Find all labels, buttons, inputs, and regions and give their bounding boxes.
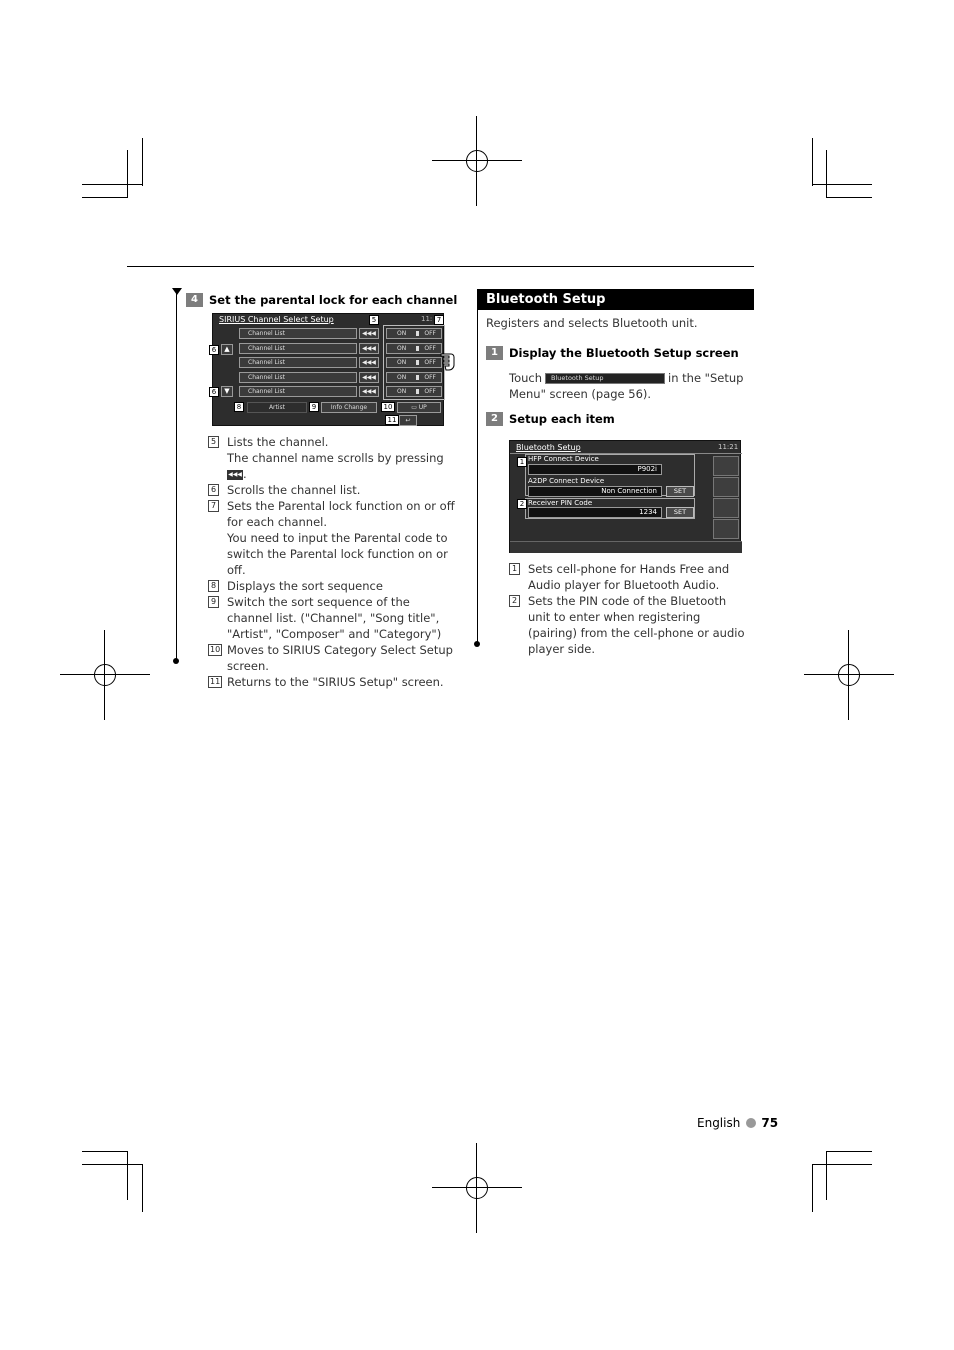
- item-number: 11: [210, 677, 221, 686]
- bluetooth-setup-screen: [509, 440, 741, 553]
- list-item: [509, 593, 749, 657]
- return-icon: ↩: [405, 417, 411, 424]
- item-number: 1: [509, 563, 520, 575]
- item-text: Returns to the "SIRIUS Setup" screen.: [227, 675, 444, 689]
- hfp-label: HFP Connect Device: [528, 455, 599, 463]
- item-text: Lists the channel.: [227, 435, 329, 449]
- right-item-list: [509, 561, 749, 657]
- scroll-name-button-1[interactable]: ◀◀◀: [359, 328, 379, 339]
- sirius-channel-select-screen: [212, 313, 444, 426]
- audio-icon[interactable]: [713, 477, 739, 497]
- item-number: 2: [509, 595, 520, 607]
- callout-5: 5: [369, 315, 379, 325]
- item-text: Moves to SIRIUS Category Select Setup screen.: [227, 643, 453, 673]
- scroll-name-icon: ◀◀◀: [228, 470, 242, 478]
- on-label: ON: [397, 330, 407, 337]
- off-label: OFF: [424, 374, 436, 381]
- left-column-line: [176, 292, 177, 662]
- on-label: ON: [397, 374, 407, 381]
- registration-mark-left: [60, 630, 150, 720]
- callout-2: 2: [517, 499, 527, 509]
- column-start-arrow: [172, 288, 182, 295]
- parental-toggle-3[interactable]: [386, 357, 442, 368]
- registration-mark-top: [432, 116, 522, 206]
- scroll-name-button-2[interactable]: ◀◀◀: [359, 343, 379, 354]
- toggle-divider: [416, 331, 419, 336]
- left-item-list: [208, 434, 458, 690]
- step-number: 2: [486, 412, 503, 426]
- off-label: OFF: [424, 359, 436, 366]
- list-item: [208, 482, 458, 498]
- clock: 11:: [421, 315, 433, 323]
- a2dp-label: A2DP Connect Device: [528, 477, 605, 485]
- return-button[interactable]: [399, 415, 417, 426]
- header-rule: [127, 266, 754, 267]
- off-label: OFF: [424, 345, 436, 352]
- right-column-end-dot: [474, 641, 480, 647]
- list-item: [208, 594, 458, 642]
- scroll-up-button[interactable]: ▲: [221, 344, 233, 355]
- footer-dot-icon: [746, 1118, 756, 1128]
- touch-hand-icon: [439, 350, 461, 372]
- category-up-button[interactable]: [397, 402, 441, 413]
- item-number: 6: [208, 484, 219, 496]
- section-intro: Registers and selects Bluetooth unit.: [486, 316, 698, 330]
- connect-set-button[interactable]: SET: [666, 486, 694, 497]
- parental-toggle-5[interactable]: [386, 386, 442, 397]
- item-text: Displays the sort sequence: [227, 579, 383, 593]
- callout-8: 8: [234, 402, 244, 412]
- item-text: Scrolls the channel list.: [227, 483, 361, 497]
- registration-mark-bottom: [432, 1143, 522, 1233]
- step-number: 4: [186, 293, 203, 307]
- item-extra: The channel name scrolls by pressing: [227, 451, 444, 465]
- callout-6-up: 6: [209, 345, 219, 355]
- tools-icon[interactable]: [713, 519, 739, 539]
- list-item: [208, 674, 458, 690]
- list-item: [509, 561, 749, 593]
- section-title: Bluetooth Setup: [478, 289, 754, 310]
- screen-title: SIRIUS Channel Select Setup: [219, 315, 334, 324]
- menu-icon[interactable]: [713, 456, 739, 476]
- parental-toggle-1[interactable]: [386, 328, 442, 339]
- footer-language: English: [697, 1116, 741, 1130]
- parental-toggle-2[interactable]: [386, 343, 442, 354]
- callout-9: 9: [309, 402, 319, 412]
- callout-6-down: 6: [209, 387, 219, 397]
- callout-11: 11: [385, 415, 399, 425]
- item-text: Sets cell-phone for Hands Free and Audio player for Bluetooth Audio.: [528, 562, 730, 592]
- scroll-name-button-4[interactable]: ◀◀◀: [359, 372, 379, 383]
- folder-icon: ▭: [411, 404, 417, 411]
- toggle-divider: [416, 360, 419, 365]
- step-title: Display the Bluetooth Setup screen: [509, 346, 739, 360]
- on-label: ON: [397, 359, 407, 366]
- item-number: 8: [208, 580, 219, 592]
- list-item: [208, 498, 458, 578]
- step-title: Set the parental lock for each channel: [209, 293, 458, 307]
- screen-bottom-bar: [510, 541, 742, 553]
- item-number: 10: [210, 645, 221, 654]
- channel-list-row-5[interactable]: Channel List: [239, 386, 357, 397]
- list-item: [208, 434, 458, 482]
- page-footer: [697, 1116, 778, 1130]
- toggle-divider: [416, 375, 419, 380]
- toggle-divider: [416, 389, 419, 394]
- list-item: [208, 642, 458, 674]
- channel-list-row-3[interactable]: Channel List: [239, 357, 357, 368]
- item-extra: You need to input the Parental code to switch the Parental lock function on or off.: [227, 531, 448, 577]
- hfp-value: P902i: [528, 464, 662, 475]
- step-number: 1: [486, 346, 503, 360]
- pin-label: Receiver PIN Code: [528, 499, 593, 507]
- pin-set-button[interactable]: SET: [666, 507, 694, 518]
- scroll-name-button-3[interactable]: ◀◀◀: [359, 357, 379, 368]
- screen-title: Bluetooth Setup: [516, 443, 581, 452]
- off-label: OFF: [424, 330, 436, 337]
- registration-mark-right: [804, 630, 894, 720]
- pin-value: 1234: [528, 507, 662, 518]
- channel-list-row-1[interactable]: Channel List: [239, 328, 357, 339]
- sort-sequence-display: Artist: [247, 402, 307, 413]
- bluetooth-setup-button[interactable]: Bluetooth Setup: [545, 373, 665, 384]
- item-number: 7: [208, 500, 219, 512]
- callout-7: 7: [434, 315, 444, 325]
- scroll-name-button-5[interactable]: ◀◀◀: [359, 386, 379, 397]
- parental-toggle-4[interactable]: [386, 372, 442, 383]
- channel-list-row-4[interactable]: Channel List: [239, 372, 357, 383]
- a2dp-value: Non Connection: [528, 486, 662, 497]
- channel-list-row-2[interactable]: Channel List: [239, 343, 357, 354]
- info-change-button[interactable]: Info Change: [321, 402, 377, 413]
- off-label: OFF: [424, 388, 436, 395]
- list-item: [208, 578, 458, 594]
- step1-instruction: [509, 370, 754, 402]
- step-title: Setup each item: [509, 412, 615, 426]
- right-column-line: [477, 289, 478, 645]
- speaker-icon[interactable]: [713, 498, 739, 518]
- item-text: Sets the Parental lock function on or off for each channel.: [227, 499, 455, 529]
- clock: 11:21: [718, 443, 739, 451]
- on-label: ON: [397, 345, 407, 352]
- instruction-text-b: Menu" screen (page 56).: [509, 387, 652, 401]
- up-label: UP: [418, 404, 427, 411]
- callout-10: 10: [381, 402, 395, 412]
- on-label: ON: [397, 388, 407, 395]
- callout-1: 1: [517, 457, 527, 467]
- page-number: 75: [761, 1116, 779, 1130]
- item-number: 9: [208, 596, 219, 608]
- item-number: 5: [208, 436, 219, 448]
- toggle-divider: [416, 346, 419, 351]
- scroll-down-button[interactable]: ▼: [221, 386, 233, 397]
- column-end-dot: [173, 658, 179, 664]
- touch-word: Touch: [509, 371, 543, 385]
- item-extra-end: .: [243, 467, 247, 481]
- instruction-text-a: in the "Setup: [668, 371, 744, 385]
- item-text: Switch the sort sequence of the channel list. ("Channel", "Song title", "Artist", "Composer" and "Category"): [227, 595, 442, 641]
- item-text: Sets the PIN code of the Bluetooth unit to enter when registering (pairing) from the cell-phone or audio player side.: [528, 594, 745, 656]
